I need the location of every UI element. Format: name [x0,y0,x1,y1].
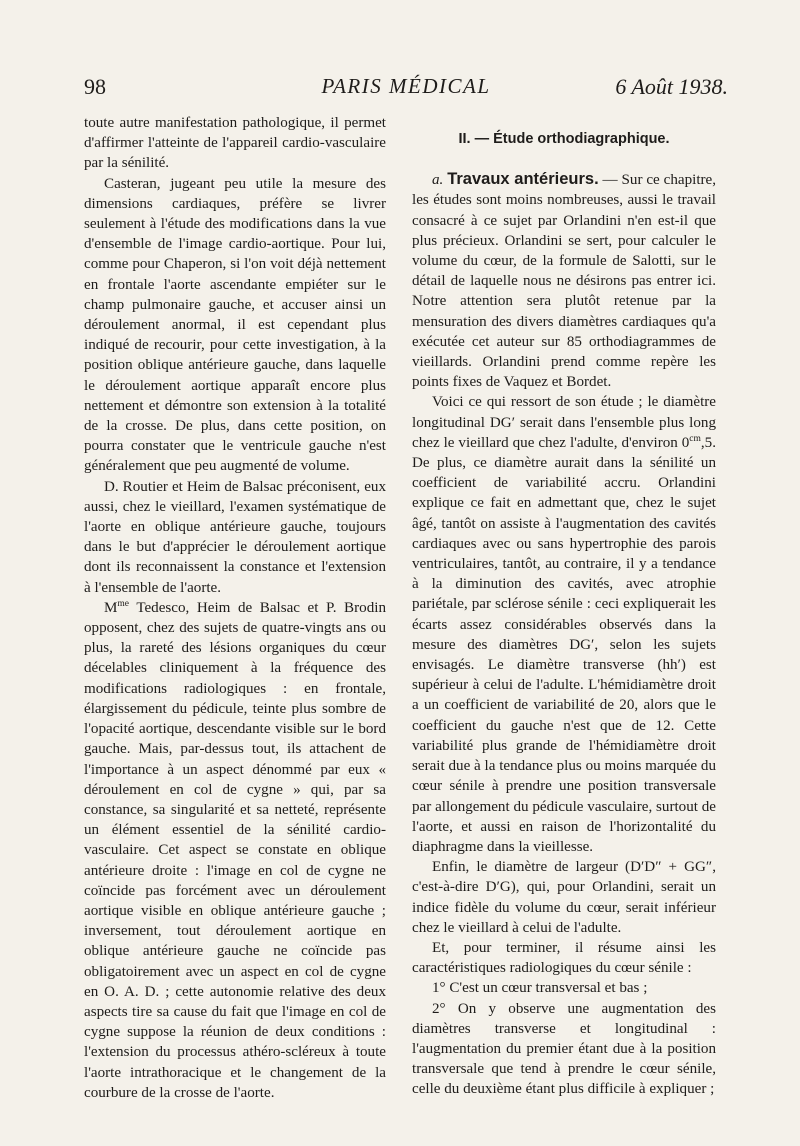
left-column [84,113,386,1103]
paragraph-text: Tedesco, Heim de Balsac et P. Brodin opposent, chez des sujets de quatre-vingts ans ou plus, la rareté des lésions organiques du cœur décelables cliniquement à la fréquence des modifications radiologiques : en frontale, élargissement du pédicule, teinte plus sombre de l'opacité aortique, descendante visible sur le bord gauche. Mais, par-dessus tout, ils attachent de l'importance à un aspect dénommé par eux « déroulement en col de cygne » qui, par sa constance, sa singularité et sa netteté, représente un élément essentiel de la sénilité cardio-vasculaire. Cet aspect se constate en oblique antérieure droite : l'image en col de cygne ne coïncide pas forcément avec un déroulement aortique visible en oblique antérieure gauche ; inversement, tout déroulement aortique en oblique antérieure gauche ne coïncide pas obligatoirement avec un aspect en col de cygne en O. A. D. ; cette autonomie relative des deux aspects tire sa cause du fait que l'image en col de cygne suppose la réunion de deux conditions : l'extension du processus athéro-scléreux à toute l'aorte intrathoracique et le changement de la courbure de la crosse de l'aorte. [84,599,386,1101]
title-abbrev-superscript: me [117,598,130,609]
paragraph-text: Voici ce qui ressort de son étude ; le diamètre longitudinal DG′ serait dans l'ensemble plus long chez le vieillard que chez l'adulte, d'environ 0 [412,394,716,451]
paragraph-text: ,5. De plus, ce diamètre aurait dans la sénilité un coefficient de variabilité accru. Orlandini explique ce fait en admettant que, chez le sujet âgé, tantôt on assiste à l'augmentation des cavités cardiaques avec ou sans hypertrophie des parois ventriculaires, tantôt, au contraire, il y a tendance à la diminution des cavités, avec atrophie pariétale, par sclérose sénile : ceci expliquerait les écarts assez considérables observés dans la mesure des diamètres DG′, selon les sujets envisagés. Le diamètre transverse (hh′) est supérieur à celui de l'adulte. L'hémidiamètre droit a un coefficient de variabilité de 20, alors que le coefficient du gauche n'est que de 12. Cette variabilité plus grande de l'hémidiamètre droit serait due à la tendance plus ou moins marquée du cœur sénile à prendre une position transversale par allongement du pédicule vasculaire, surtout de l'aorte, et aussi en raison de l'horizontalité du diaphragme dans la vieillesse. [412,434,716,855]
running-header [84,74,728,106]
paragraph: Et, pour terminer, il résume ainsi les caractéristiques radiologiques du cœur sénile : [412,939,716,977]
paragraph: toute autre manifestation pathologique, il permet d'affirmer l'atteinte de l'appareil cardio-vasculaire par la sénilité. [84,115,386,172]
paragraph: Enfin, le diamètre de largeur (D′D″ + GG″, c'est-à-dire D′G), qui, pour Orlandini, serait un indice fidèle du volume du cœur, serait inférieur chez le vieillard à celui de l'adulte. [412,859,716,936]
section-title: II. — Étude orthodiagraphique. [458,131,670,147]
paragraph: Casteran, jugeant peu utile la mesure des dimensions cardiaques, préfère se livrer seulement à l'étude des modifications dans la vue d'ensemble de l'image cardio-aortique. Pour lui, comme pour Chaperon, si l'on voit déjà nettement en frontale l'aorte ascendante empiéter sur le champ pulmonaire gauche, et accuser ainsi un déroulement anormal, il est cependant plus indiqué de recourir, pour cette investigation, à la position oblique antérieure gauche, dans laquelle le déroulement aortique apparaît encore plus nettement et démontre son extension à la totalité de la crosse. De plus, dans cette position, on pourra constater que le ventricule gauche n'est généralement que peu augmenté de volume. [84,175,386,475]
right-column [412,113,716,1100]
paragraph: D. Routier et Heim de Balsac préconisent, eux aussi, chez le vieillard, l'examen systématique de l'aorte en oblique antérieure gauche, toujours dans le but d'apprécier le déroulement aortique dont ils reconnaissent la constance et l'extension à l'ensemble de l'aorte. [84,478,386,596]
paragraph [412,169,716,392]
paragraph [412,392,716,857]
list-item: 1° C'est un cœur transversal et bas ; [432,980,648,997]
paragraph [84,598,386,1103]
list-item: 2° On y observe une augmentation des diamètres transverse et longitudinal : l'augmentation du premier étant due à la position transversale que tend à prendre le cœur sénile, celle du deuxième étant plus difficile à expliquer ; [412,1000,716,1098]
unit-superscript: cm [689,433,701,444]
subsection-label: a. [432,172,444,189]
issue-date: 6 Août 1938. [615,74,728,99]
title-abbrev: M [104,599,118,616]
journal-title: PARIS MÉDICAL [321,74,491,98]
page-number: 98 [84,74,106,99]
paragraph-text: — Sur ce chapitre, les études sont moins nombreuses, aussi le travail consacré à ce sujet par Orlandini n'en est-il que plus précieux. Orlandini se sert, pour calculer le volume du cœur, de la formule de Salotti, sur le détail de laquelle nous ne désirons pas entrer ici. Notre attention sera plutôt retenue par la mensuration des divers diamètres cardiaques qu'a exécutée cet auteur sur 85 orthodiagrammes de vieillards. Orlandini prend comme repère les points fixes de Vaquez et Bordet. [412,172,717,391]
subsection-title: Travaux antérieurs. [447,170,599,189]
